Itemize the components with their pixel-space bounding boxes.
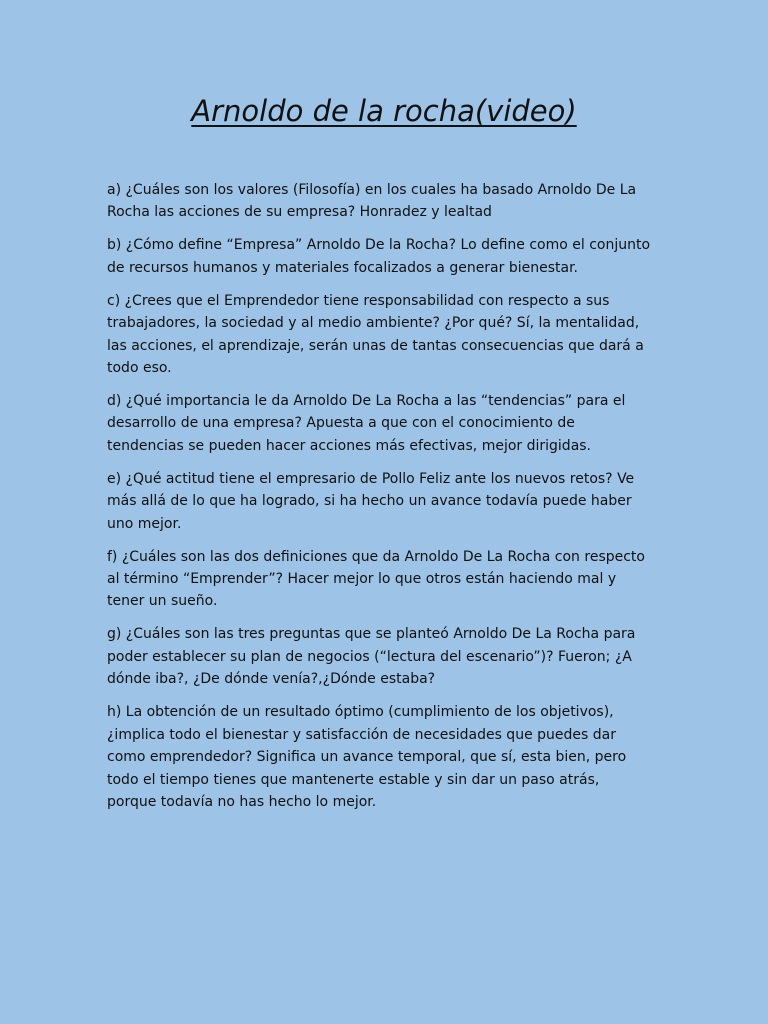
question-b: b) ¿Cómo define “Empresa” Arnoldo De la Rocha? Lo define como el conjunto de recursos humanos y materiales focalizados a generar bienestar.: [107, 237, 651, 276]
question-e: e) ¿Qué actitud tiene el empresario de Pollo Feliz ante los nuevos retos? Ve más allá de lo que ha logrado, si ha hecho un avance todavía puede haber uno mejor.: [107, 470, 635, 532]
question-f: f) ¿Cuáles son las dos definiciones que da Arnoldo De La Rocha con respecto al término “Emprender”? Hacer mejor lo que otros están haciendo mal y tener un sueño.: [107, 548, 645, 610]
question-h: h) La obtención de un resultado óptimo (cumplimiento de los objetivos), ¿implica todo el bienestar y satisfacción de necesidades que puedes dar como emprendedor? Significa un avance temporal, que sí, esta bien, pero todo el tiempo tienes que mantenerte estable y sin dar un paso atrás, porque todavía no has hecho lo mejor.: [107, 704, 627, 810]
question-d: d) ¿Qué importancia le da Arnoldo De La Rocha a las “tendencias” para el desarrollo de una empresa? Apuesta a que con el conocimiento de tendencias se pueden hacer acciones más efectivas, mejor dirigidas.: [107, 393, 626, 454]
document-title: Arnoldo de la rocha(video): [191, 94, 577, 128]
question-a: a) ¿Cuáles son los valores (Filosofía) en los cuales ha basado Arnoldo De La Rocha las acciones de su empresa? Honradez y lealtad: [107, 182, 637, 221]
question-list: [107, 179, 652, 824]
question-g: g) ¿Cuáles son las tres preguntas que se planteó Arnoldo De La Rocha para poder establecer su plan de negocios (“lectura del escenario”)? Fueron; ¿A dónde iba?, ¿De dónde venía?,¿Dónde estaba?: [107, 626, 636, 688]
question-c: c) ¿Crees que el Emprendedor tiene responsabilidad con respecto a sus trabajadores, la sociedad y al medio ambiente? ¿Por qué? Sí, la mentalidad, las acciones, el aprendizaje, serán unas de tantas consecuencias que dará a todo eso.: [107, 292, 644, 377]
